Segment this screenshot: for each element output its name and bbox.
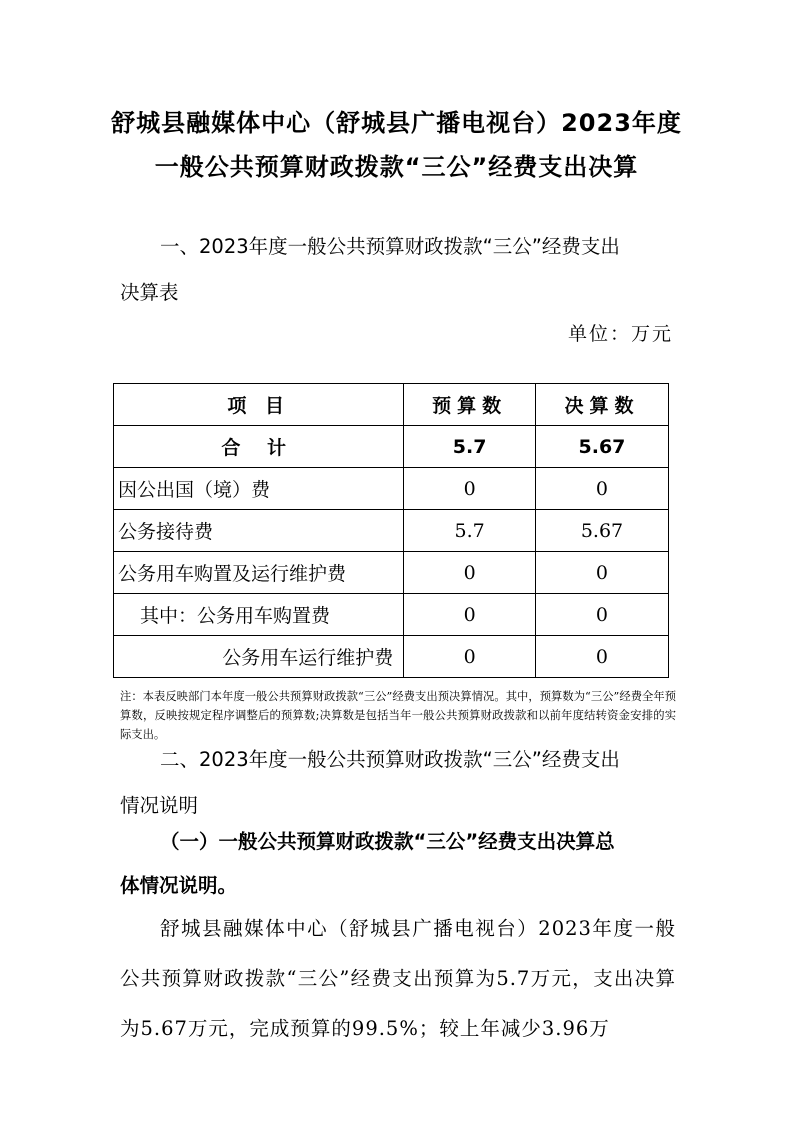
row-item: 其中：公务用车购置费: [114, 594, 404, 636]
row-budget: 5.7: [404, 426, 536, 468]
row-item: 公务用车购置及运行维护费: [114, 552, 404, 594]
row-final: 0: [535, 468, 668, 510]
table-row-total: [114, 426, 669, 468]
row-budget: 0: [404, 552, 536, 594]
expense-table: [113, 383, 669, 678]
document-title-line1: 舒城县融媒体中心（舒城县广播电视台）2023年度: [111, 109, 682, 137]
unit-label: 单位：万元: [567, 323, 673, 345]
section2-heading-line1: 二、2023年度一般公共预算财政拨款“三公”经费支出: [160, 748, 620, 771]
table-row: [114, 510, 669, 552]
section2-heading: [120, 737, 680, 829]
row-final: 5.67: [535, 426, 668, 468]
row-item: 因公出国（境）费: [114, 468, 404, 510]
header-final: 决算数: [535, 384, 668, 426]
row-item: 合 计: [114, 426, 404, 468]
table-row: [114, 594, 669, 636]
summary-paragraph: 舒城县融媒体中心（舒城县广播电视台）2023年度一般公共预算财政拨款“三公”经费支出预算为5.7万元，支出决算为5.67万元，完成预算的99.5%；较上年减少3.96万: [120, 917, 676, 1040]
row-final: 0: [535, 552, 668, 594]
document-title-line2: 一般公共预算财政拨款“三公”经费支出决算: [154, 153, 639, 181]
subsection1-heading-line1: （一）一般公共预算财政拨款“三公”经费支出决算总: [160, 830, 615, 853]
row-item: 公务用车运行维护费: [114, 636, 404, 678]
table-row: [114, 636, 669, 678]
table-header-row: [114, 384, 669, 426]
row-final: 0: [535, 594, 668, 636]
section1-heading-line2: 决算表: [120, 281, 179, 304]
row-budget: 0: [404, 594, 536, 636]
row-final: 0: [535, 636, 668, 678]
header-item: 项 目: [114, 384, 404, 426]
row-budget: 5.7: [404, 510, 536, 552]
section1-heading-line1: 一、2023年度一般公共预算财政拨款“三公”经费支出: [160, 235, 620, 258]
row-item: 公务接待费: [114, 510, 404, 552]
row-budget: 0: [404, 468, 536, 510]
row-budget: 0: [404, 636, 536, 678]
table-row: [114, 468, 669, 510]
section2-heading-line2: 情况说明: [120, 794, 199, 817]
subsection1-heading: [120, 820, 680, 908]
header-budget: 预算数: [404, 384, 536, 426]
row-final: 5.67: [535, 510, 668, 552]
table-row: [114, 552, 669, 594]
table-note: 注：本表反映部门本年度一般公共预算财政拨款“三公”经费支出预决算情况。其中，预算数为“三公”经费全年预算数，反映按规定程序调整后的预算数;决算数是包括当年一般公共预算财政拨款和以前年度结转资金安排的实际支出。: [120, 690, 676, 741]
subsection1-heading-line2: 体情况说明。: [120, 874, 238, 897]
section1-heading: [120, 224, 680, 316]
